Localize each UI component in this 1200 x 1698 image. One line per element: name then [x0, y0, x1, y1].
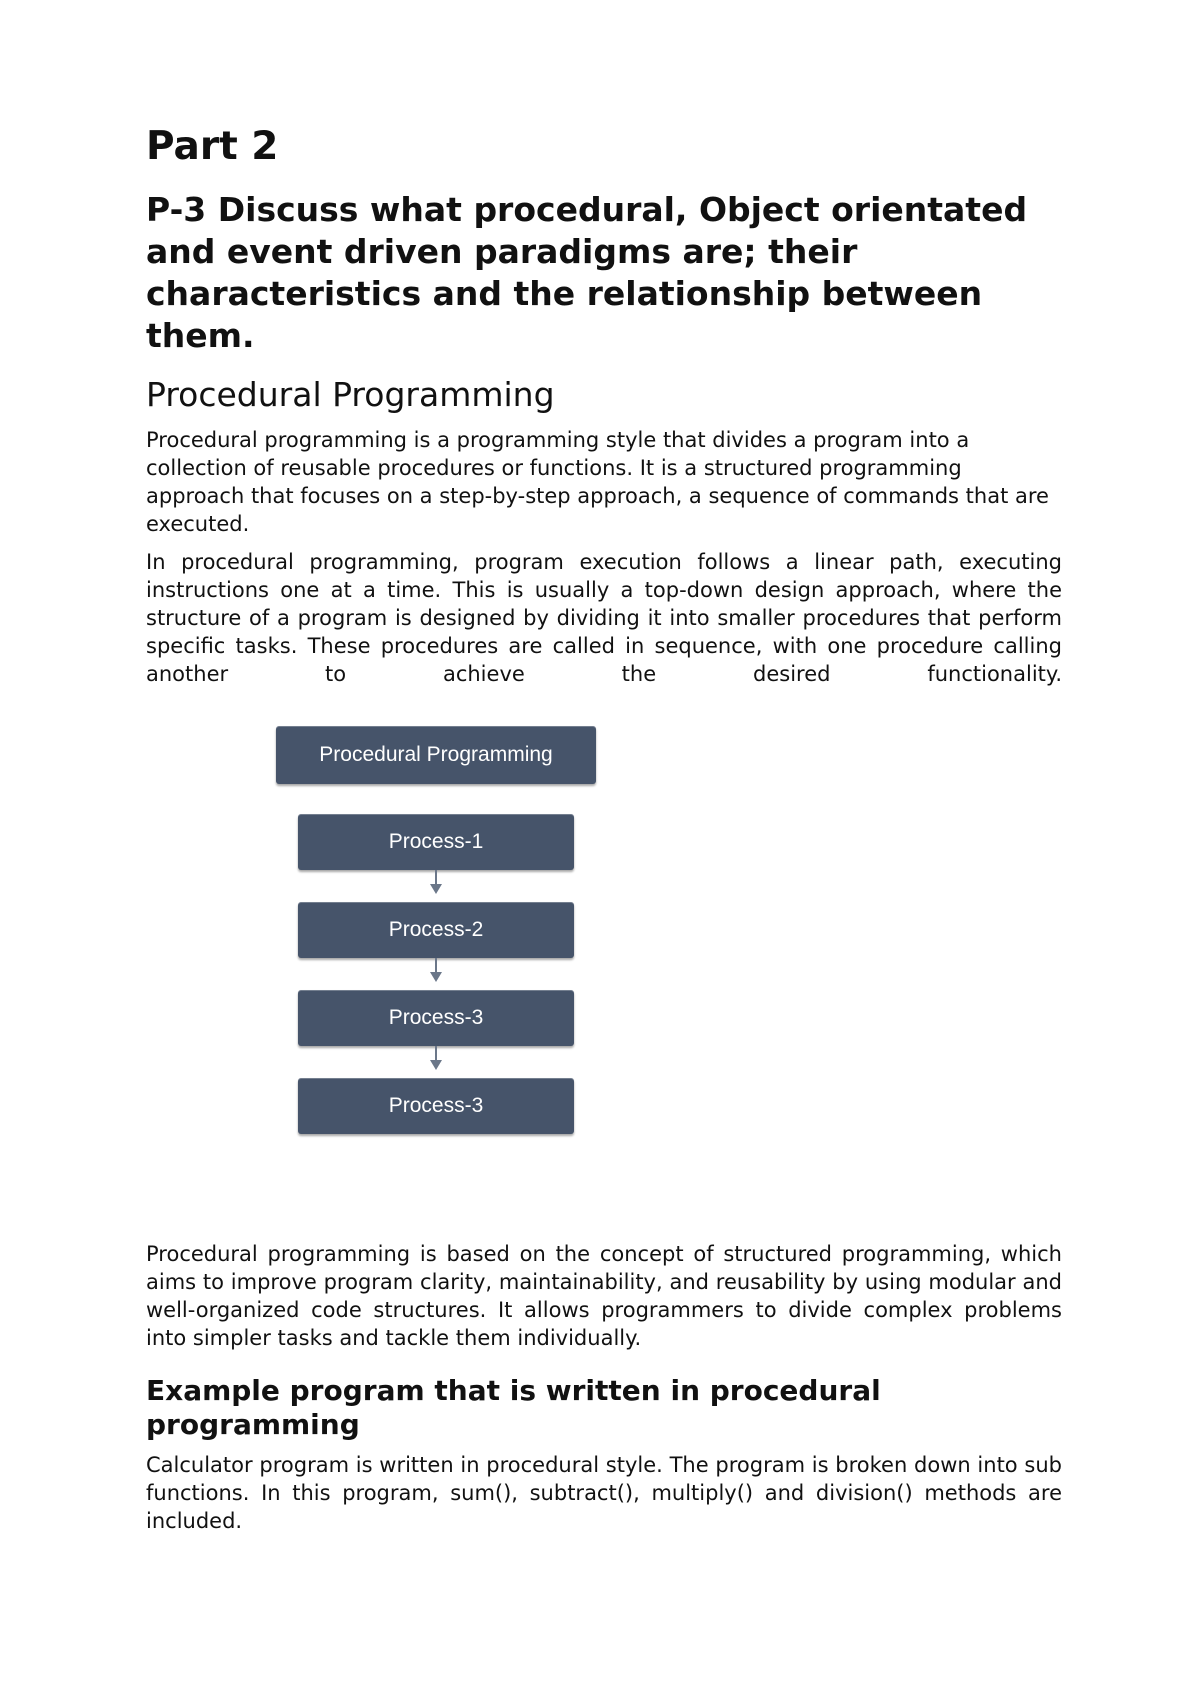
diagram-header-box: Procedural Programming: [276, 726, 596, 784]
process-box-1: Process-1: [298, 814, 574, 870]
process-box-3: Process-3: [298, 990, 574, 1046]
procedural-flow-diagram: [146, 726, 1062, 1196]
document-page: [146, 126, 1062, 1545]
paragraph-execution: In procedural programming, program execution follows a linear path, executing instructions one at a time. This is usually a top-down design approach, where the structure of a program is designed by dividing it into smaller procedures that perform specific tasks. These procedures are called in sequence, with one procedure calling another to achieve the desired functionality.: [146, 550, 1062, 687]
process-box-2: Process-2: [298, 902, 574, 958]
task-title: P-3 Discuss what procedural, Object orientated and event driven paradigms are; their characteristics and the relationship between them.: [146, 189, 1028, 355]
part-title: Part 2: [146, 124, 279, 169]
example-title: Example program that is written in procedural programming: [146, 1374, 881, 1441]
section-title: Procedural Programming: [146, 374, 555, 414]
paragraph-calculator: Calculator program is written in procedural style. The program is broken down into sub functions. In this program, sum(), subtract(), multiply() and division() methods are included.: [146, 1453, 1062, 1534]
paragraph-intro: Procedural programming is a programming style that divides a program into a collection of reusable procedures or functions. It is a structured programming approach that focuses on a step-by-step approach, a sequence of commands that are executed.: [146, 428, 1049, 537]
flow-arrowhead-2: [430, 972, 442, 982]
flow-arrowhead-3: [430, 1060, 442, 1070]
flow-arrowhead-1: [430, 884, 442, 894]
process-box-4: Process-3: [298, 1078, 574, 1134]
paragraph-structured: Procedural programming is based on the concept of structured programming, which aims to improve program clarity, maintainability, and reusability by using modular and well-organized code structures. It allows programmers to divide complex problems into simpler tasks and tackle them individually.: [146, 1242, 1062, 1351]
